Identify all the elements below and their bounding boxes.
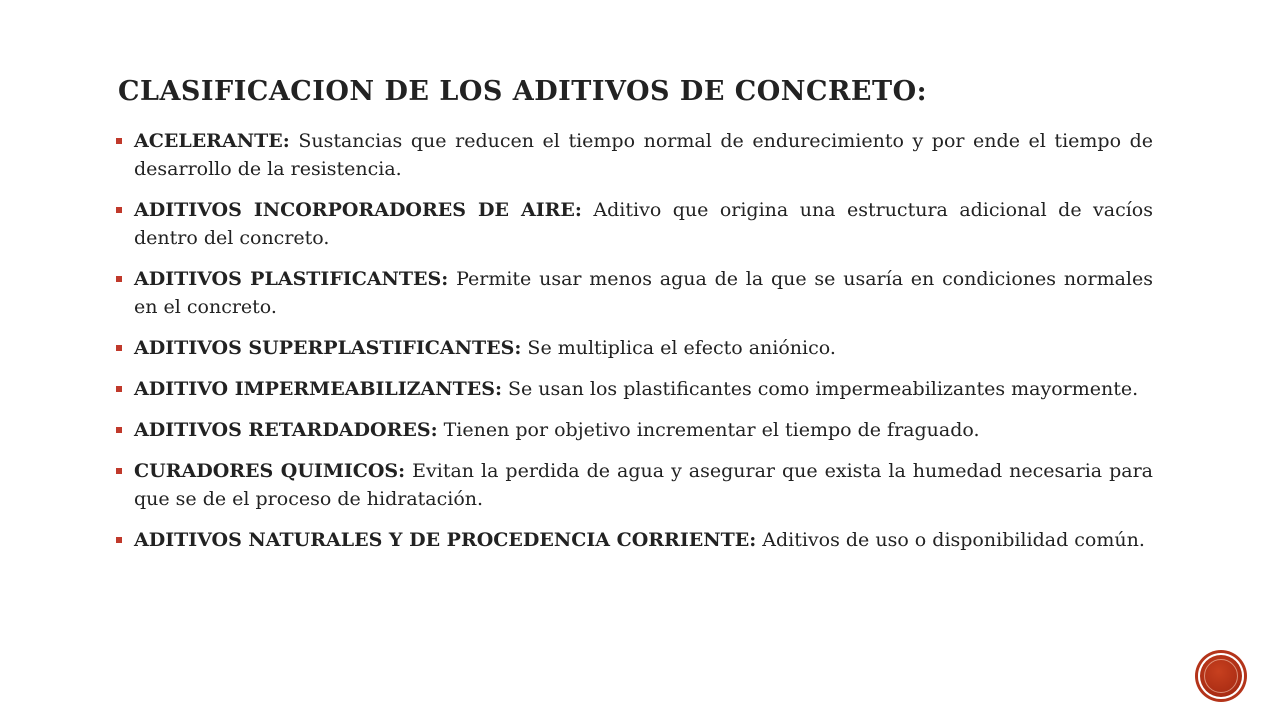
bullet-text: Se multiplica el efecto aniónico.: [521, 337, 836, 359]
square-bullet-icon: [116, 537, 122, 543]
square-bullet-icon: [116, 468, 122, 474]
bullet-curadores-quimicos: [116, 457, 1153, 513]
bullet-text: Sustancias que reducen el tiempo normal de endurecimiento y por ende el tiempo de desarrollo de la resistencia.: [134, 130, 1153, 180]
bullet-term: ACELERANTE:: [134, 130, 290, 152]
bullet-acelerante: [116, 127, 1153, 183]
bullet-term: CURADORES QUIMICOS:: [134, 460, 406, 482]
bullet-text: Permite usar menos agua de la que se usaría en condiciones normales en el concreto.: [134, 268, 1153, 318]
slide-badge-icon: [1198, 653, 1244, 699]
bullet-retardadores: [116, 416, 1153, 444]
bullet-term: ADITIVO IMPERMEABILIZANTES:: [134, 378, 502, 400]
square-bullet-icon: [116, 276, 122, 282]
bullet-text: Tienen por objetivo incrementar el tiempo de fraguado.: [437, 419, 980, 441]
square-bullet-icon: [116, 386, 122, 392]
bullet-superplastificantes: [116, 334, 1153, 362]
bullet-incorporadores-aire: [116, 196, 1153, 252]
square-bullet-icon: [116, 138, 122, 144]
bullet-naturales: [116, 526, 1153, 554]
bullet-impermeabilizantes: [116, 375, 1153, 403]
square-bullet-icon: [116, 427, 122, 433]
bullet-text: Se usan los plastificantes como impermeabilizantes mayormente.: [501, 378, 1139, 400]
slide-title: CLASIFICACION DE LOS ADITIVOS DE CONCRETO:: [118, 76, 928, 107]
bullet-text: Aditivos de uso o disponibilidad común.: [756, 529, 1145, 551]
badge-ring: [1204, 659, 1238, 693]
square-bullet-icon: [116, 345, 122, 351]
bullet-term: ADITIVOS SUPERPLASTIFICANTES:: [134, 337, 522, 359]
bullet-plastificantes: [116, 265, 1153, 321]
bullet-text: Aditivo que origina una estructura adicional de vacíos dentro del concreto.: [134, 199, 1154, 249]
bullet-term: ADITIVOS NATURALES Y DE PROCEDENCIA CORRIENTE:: [134, 529, 757, 551]
bullet-term: ADITIVOS RETARDADORES:: [134, 419, 438, 441]
bullet-term: ADITIVOS PLASTIFICANTES:: [134, 268, 449, 290]
square-bullet-icon: [116, 207, 122, 213]
bullet-text: Evitan la perdida de agua y asegurar que exista la humedad necesaria para que se de el proceso de hidratación.: [134, 460, 1153, 510]
bullet-term: ADITIVOS INCORPORADORES DE AIRE:: [134, 199, 582, 221]
bullet-list: [116, 127, 1153, 567]
